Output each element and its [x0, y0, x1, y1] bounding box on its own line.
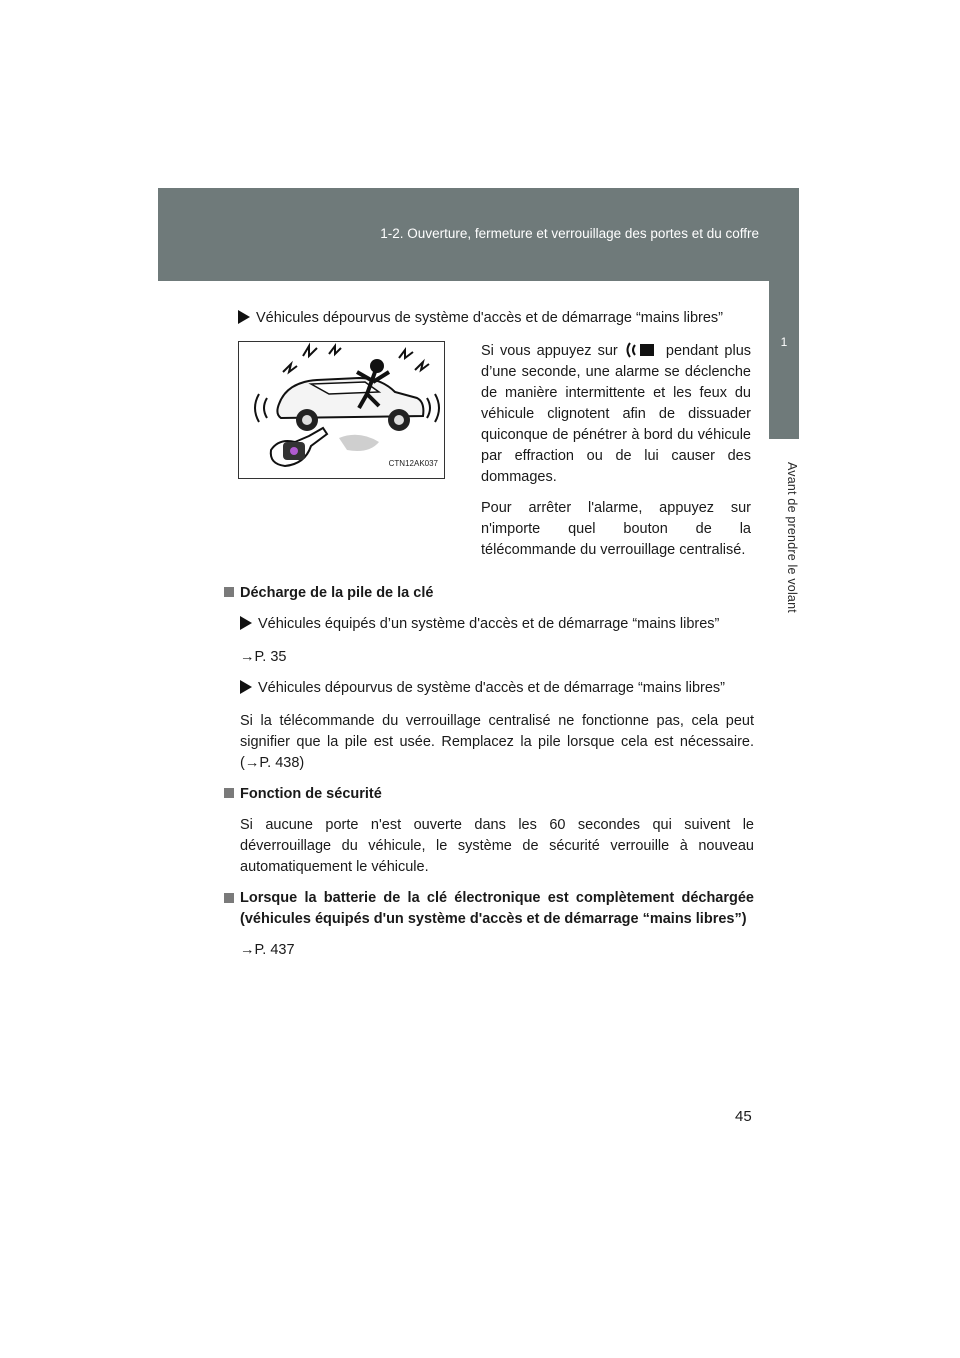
- page-number: 45: [735, 1108, 752, 1125]
- figure-row: [238, 341, 754, 571]
- note-text: Véhicules équipés d’un système d'accès et de démarrage “mains libres”: [258, 616, 720, 632]
- electronic-key-ref: →P. 437: [240, 942, 295, 958]
- battery-note-without: [240, 678, 754, 699]
- vehicle-note: [238, 308, 754, 329]
- chapter-tab: [769, 281, 799, 439]
- security-body: Si aucune porte n'est ouverte dans les 60 secondes qui suivent le déverrouillage du véhicule, le système de sécurité verrouille à nouveau automatiquement le véhicule.: [240, 817, 754, 875]
- heading-text: Lorsque la batterie de la clé électronique est complètement déchargée (véhicules équipés d'un système d'accès et de démarrage “mains libres”): [240, 890, 754, 927]
- section-heading-battery: [224, 583, 754, 604]
- section-heading-electronic-key: [224, 888, 754, 930]
- triangle-bullet-icon: [240, 616, 252, 630]
- stop-alarm-paragraph: Pour arrêter l'alarme, appuyez sur n'importe quel bouton de la télécommande du verrouillage centralisé.: [481, 500, 751, 558]
- square-bullet-icon: [224, 788, 234, 798]
- vehicle-note-text: Véhicules dépourvus de système d'accès et de démarrage “mains libres”: [256, 310, 723, 326]
- triangle-bullet-icon: [240, 680, 252, 694]
- chapter-title: Avant de prendre le volant: [785, 461, 799, 613]
- alarm-illustration: [238, 341, 445, 479]
- alarm-paragraph: [481, 341, 751, 488]
- alarm-text-start: Si vous appuyez sur: [481, 343, 618, 359]
- heading-text: Décharge de la pile de la clé: [240, 585, 434, 601]
- section-heading-security: [224, 784, 754, 805]
- note-text: Véhicules dépourvus de système d'accès et de démarrage “mains libres”: [258, 680, 725, 696]
- battery-ref-link: →P. 35: [240, 649, 287, 665]
- figure-code: CTN12AK037: [388, 459, 438, 468]
- panic-alarm-icon: [624, 341, 660, 359]
- header-band: [158, 188, 799, 281]
- battery-body: Si la télécommande du verrouillage centralisé ne fonctionne pas, cela peut signifier que la pile est usée. Remplacez la pile lorsque cela est nécessaire. (→P. 438): [240, 713, 754, 771]
- square-bullet-icon: [224, 587, 234, 597]
- heading-text: Fonction de sécurité: [240, 786, 382, 802]
- chapter-number: 1: [780, 335, 788, 349]
- triangle-bullet-icon: [238, 310, 250, 324]
- battery-note-equipped: [240, 614, 754, 635]
- alarm-text-end: pendant plus d’une seconde, une alarme se déclenche de manière intermittente et les feux du véhicule clignotent afin de dissuader quiconque de pénétrer à bord du véhicule par effraction ou de lui causer des dommages.: [481, 343, 752, 485]
- section-title: 1-2. Ouverture, fermeture et verrouillage des portes et du coffre: [380, 226, 759, 241]
- figure-description: [481, 341, 751, 571]
- square-bullet-icon: [224, 893, 234, 903]
- page-content: [224, 308, 754, 971]
